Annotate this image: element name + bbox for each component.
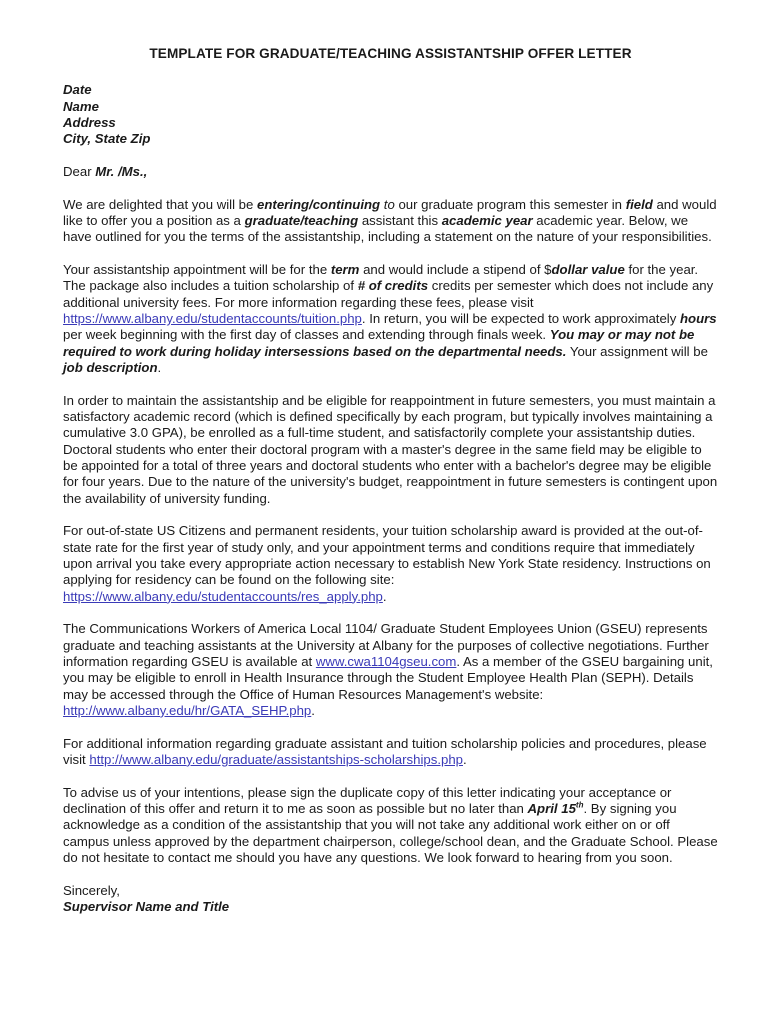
assistantships-link[interactable]: http://www.albany.edu/graduate/assistantships-scholarships.php bbox=[89, 751, 463, 767]
text-run: our graduate program this semester in bbox=[394, 196, 626, 212]
recipient-address-block bbox=[63, 82, 718, 147]
text-run: . bbox=[157, 359, 162, 375]
address-city-state-zip: City, State Zip bbox=[63, 131, 151, 147]
address-name: Name bbox=[63, 98, 99, 114]
text-run: The Communications Workers of America Local 1104/ Graduate Student Employees Union (GSEU) represents graduate and teaching assistants at the University at Albany for the purposes of collective negotiations. Further information regarding GSEU is available at bbox=[63, 621, 709, 669]
paragraph-offer bbox=[63, 197, 718, 246]
address-date: Date bbox=[63, 82, 92, 98]
text-run: To advise us of your intentions, please sign the duplicate copy of this letter indicating your acceptance or declination of this offer and return it to me as soon as possible but no later than bbox=[63, 784, 672, 816]
letter-title: TEMPLATE FOR GRADUATE/TEACHING ASSISTANTSHIP OFFER LETTER bbox=[149, 46, 632, 61]
placeholder-credits: # of credits bbox=[357, 278, 429, 294]
text-run: . By signing you acknowledge as a condition of the assistantship that you will not take any additional work either on or off campus unless approved by the department chairperson, college/school dean, and the Graduate School. Please do not hesitate to contact me should you have any questions. We look forward to hearing from you soon. bbox=[63, 800, 718, 865]
text-run: credits per semester which does not include any additional university fees. For more information regarding these fees, please visit bbox=[63, 278, 714, 310]
address-street: Address bbox=[63, 114, 116, 130]
text-run: and would like to offer you a position as a bbox=[63, 196, 717, 229]
placeholder-dollar-value: dollar value bbox=[551, 262, 625, 278]
gseu-link[interactable]: www.cwa1104gseu.com bbox=[315, 653, 457, 669]
text-run: We are delighted that you will be bbox=[63, 196, 258, 212]
deadline-day: April 15 bbox=[527, 800, 576, 816]
placeholder-job-description: job description bbox=[63, 359, 158, 375]
placeholder-status: entering/continuing bbox=[257, 196, 381, 212]
placeholder-position: graduate/teaching bbox=[244, 213, 359, 229]
salutation-name: Mr. /Ms., bbox=[95, 163, 148, 179]
paragraph-terms bbox=[63, 262, 718, 376]
deadline-suffix: th bbox=[575, 800, 584, 810]
text-run: academic year. Below, we have outlined for you the terms of the assistantship, including a statement on the nature of your responsibilities. bbox=[63, 213, 712, 245]
text-run: For out-of-state US Citizens and permanent residents, your tuition scholarship award is provided at the out-of-state rate for the first year of study only, and your appointment terms and conditions require that immediately upon arrival you take every appropriate action necessary to establish New York State residency. Instructions on applying for residency can be found on the following site: bbox=[63, 523, 711, 588]
sehp-link[interactable]: http://www.albany.edu/hr/GATA_SEHP.php bbox=[63, 702, 312, 718]
text-run: Your assignment will be bbox=[566, 343, 708, 359]
text-run: . As a member of the GSEU bargaining unit, you may be eligible to enroll in Health Insurance through the Student Employee Health Plan (SEPH). Details may be accessed through the Office of Human Resources Management's website: bbox=[63, 653, 713, 702]
deadline-date bbox=[528, 801, 584, 816]
paragraph-policies bbox=[63, 736, 718, 769]
offer-letter-page bbox=[63, 46, 718, 915]
text-run: assistant this bbox=[358, 213, 442, 229]
text-run: to bbox=[383, 196, 395, 212]
text-run: For additional information regarding graduate assistant and tuition scholarship policies and procedures, please visit bbox=[63, 735, 707, 767]
holiday-notice: You may or may not be required to work during holiday intersessions based on the departmental needs. bbox=[63, 327, 695, 359]
placeholder-field: field bbox=[625, 196, 653, 212]
text-run: . In return, you will be expected to work approximately bbox=[361, 311, 680, 327]
placeholder-academic-year: academic year bbox=[441, 213, 533, 229]
text-run: and would include a stipend of $ bbox=[359, 262, 552, 278]
text-run: for the year. The package also includes a tuition scholarship of bbox=[63, 262, 699, 294]
paragraph-eligibility: In order to maintain the assistantship and be eligible for reappointment in future semesters, you must maintain a satisfactory academic record (which is defined specifically by each program, but typically involves maintaining a cumulative 3.0 GPA), be enrolled as a full-time student, and satisfactorily complete your assistantship duties. Doctoral students who enter their doctoral program with a master's degree in the same field may be eligible to be appointed for a total of three years and doctoral students who enter with a bachelor's degree may be eligible for four years. Due to the nature of the university's budget, reappointment in future semesters is contingent upon the availability of university funding. bbox=[63, 392, 718, 506]
placeholder-hours: hours bbox=[680, 311, 717, 327]
text-run: . bbox=[382, 588, 387, 604]
closing-sincerely: Sincerely, bbox=[63, 882, 120, 898]
paragraph-union bbox=[63, 621, 718, 719]
residency-link[interactable]: https://www.albany.edu/studentaccounts/res_apply.php bbox=[63, 588, 383, 604]
text-run: per week beginning with the first day of classes and extending through finals week. bbox=[63, 327, 550, 343]
salutation bbox=[63, 164, 718, 180]
salutation-prefix: Dear bbox=[63, 163, 96, 179]
paragraph-intentions bbox=[63, 785, 718, 866]
closing-block bbox=[63, 883, 718, 916]
paragraph-residency bbox=[63, 523, 718, 604]
text-run: Your assistantship appointment will be for the bbox=[63, 262, 331, 278]
placeholder-term: term bbox=[330, 262, 360, 278]
text-run: . bbox=[463, 751, 467, 767]
tuition-link[interactable]: https://www.albany.edu/studentaccounts/tuition.php bbox=[63, 311, 362, 327]
signature-line: Supervisor Name and Title bbox=[63, 898, 230, 914]
text-run: . bbox=[311, 702, 315, 718]
